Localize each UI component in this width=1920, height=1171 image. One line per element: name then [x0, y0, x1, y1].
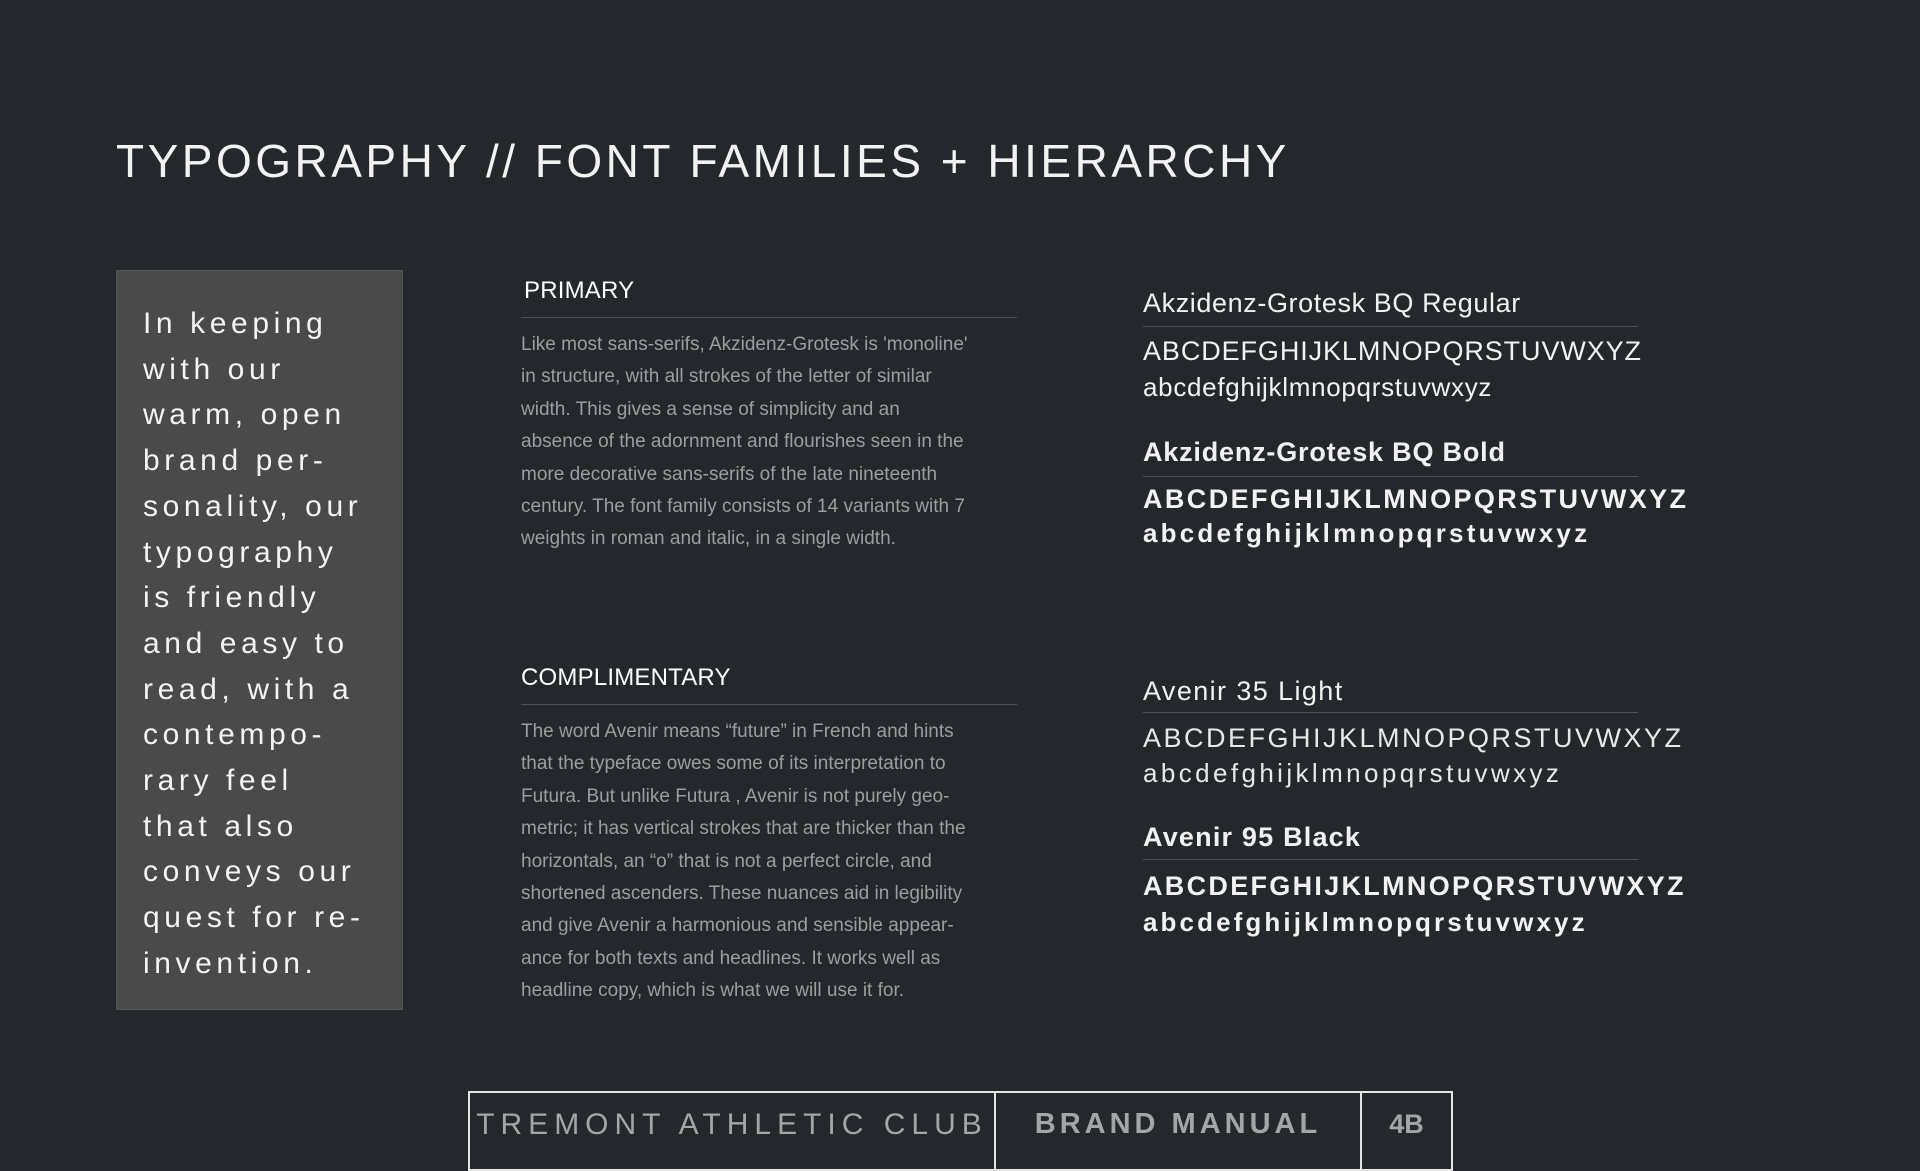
intro-line: brand per- — [143, 444, 328, 478]
intro-line: typography — [143, 535, 338, 569]
primary-heading: PRIMARY — [524, 277, 635, 304]
intro-line: that also — [143, 809, 298, 843]
footer-bar — [468, 1091, 1453, 1171]
description-line: horizontals, an “o” that is not a perfect circle, and — [521, 850, 932, 872]
description-line: Like most sans-serifs, Akzidenz-Grotesk is 'monoline' — [521, 334, 968, 355]
font-sample-lowercase: abcdefghijklmnopqrstuvwxyz — [1143, 518, 1591, 548]
description-line: shortened ascenders. These nuances aid in legibility — [521, 883, 963, 905]
description-line: that the typeface owes some of its interpretation to — [521, 753, 946, 775]
description-line: weights in roman and italic, in a single width. — [521, 528, 896, 550]
intro-line: warm, open — [143, 398, 346, 432]
font-sample-uppercase: ABCDEFGHIJKLMNOPQRSTUVWXYZ — [1143, 484, 1689, 514]
description-line: and give Avenir a harmonious and sensible appear- — [521, 915, 954, 937]
footer-page-number: 4B — [1389, 1108, 1424, 1139]
intro-line: rary feel — [143, 764, 293, 798]
font-name-akzidenz-bold: Akzidenz-Grotesk BQ Bold — [1143, 437, 1506, 467]
intro-line: conveys our — [143, 855, 356, 889]
font-name-rule — [1143, 476, 1638, 477]
description-line: in structure, with all strokes of the letter of similar — [521, 366, 932, 388]
font-sample-lowercase: abcdefghijklmnopqrstuvwxyz — [1143, 372, 1493, 402]
font-sample-uppercase: ABCDEFGHIJKLMNOPQRSTUVWXYZ — [1143, 336, 1642, 366]
intro-line: read, with a — [143, 672, 354, 706]
complimentary-heading-rule — [521, 704, 1017, 705]
font-name-avenir-light: Avenir 35 Light — [1143, 676, 1344, 706]
footer-brand-manual: BRAND MANUAL — [996, 1093, 1362, 1169]
intro-line: and easy to — [143, 626, 349, 660]
intro-line: is friendly — [143, 581, 321, 615]
intro-line: with our — [143, 352, 285, 386]
primary-heading-rule — [521, 317, 1017, 318]
font-name-akzidenz-regular: Akzidenz-Grotesk BQ Regular — [1143, 288, 1521, 318]
page-title: TYPOGRAPHY // FONT FAMILIES + HIERARCHY — [116, 135, 1290, 187]
intro-line: In keeping — [143, 307, 328, 340]
description-line: metric; it has vertical strokes that are thicker than the — [521, 818, 966, 840]
intro-line: sonality, our — [143, 489, 363, 523]
complimentary-heading: COMPLIMENTARY — [521, 664, 731, 691]
description-line: width. This gives a sense of simplicity and an — [521, 398, 900, 420]
description-line: absence of the adornment and flourishes seen in the — [521, 431, 964, 453]
font-name-rule — [1143, 859, 1638, 860]
intro-line: invention. — [143, 946, 318, 980]
primary-description — [521, 329, 1021, 556]
intro-line: quest for re- — [143, 901, 365, 935]
description-line: Futura. But unlike Futura , Avenir is not purely geo- — [521, 785, 950, 807]
font-sample-lowercase: abcdefghijklmnopqrstuvwxyz — [1143, 758, 1563, 788]
font-name-rule — [1143, 712, 1638, 713]
description-line: ance for both texts and headlines. It works well as — [521, 947, 941, 969]
font-sample-uppercase: ABCDEFGHIJKLMNOPQRSTUVWXYZ — [1143, 871, 1686, 901]
font-name-avenir-black: Avenir 95 Black — [1143, 822, 1362, 852]
font-sample-uppercase: ABCDEFGHIJKLMNOPQRSTUVWXYZ — [1143, 723, 1684, 753]
intro-line: contempo- — [143, 718, 327, 752]
description-line: headline copy, which is what we will use it for. — [521, 980, 904, 1002]
font-sample-lowercase: abcdefghijklmnopqrstuvwxyz — [1143, 907, 1588, 937]
font-name-rule — [1143, 326, 1638, 327]
description-line: The word Avenir means “future” in French and hints — [521, 721, 954, 742]
description-line: more decorative sans-serifs of the late nineteenth — [521, 463, 938, 485]
complimentary-description — [521, 716, 1021, 1008]
description-line: century. The font family consists of 14 variants with 7 — [521, 496, 965, 518]
footer-club-name: TREMONT ATHLETIC CLUB — [470, 1093, 996, 1169]
intro-box — [116, 270, 403, 1010]
